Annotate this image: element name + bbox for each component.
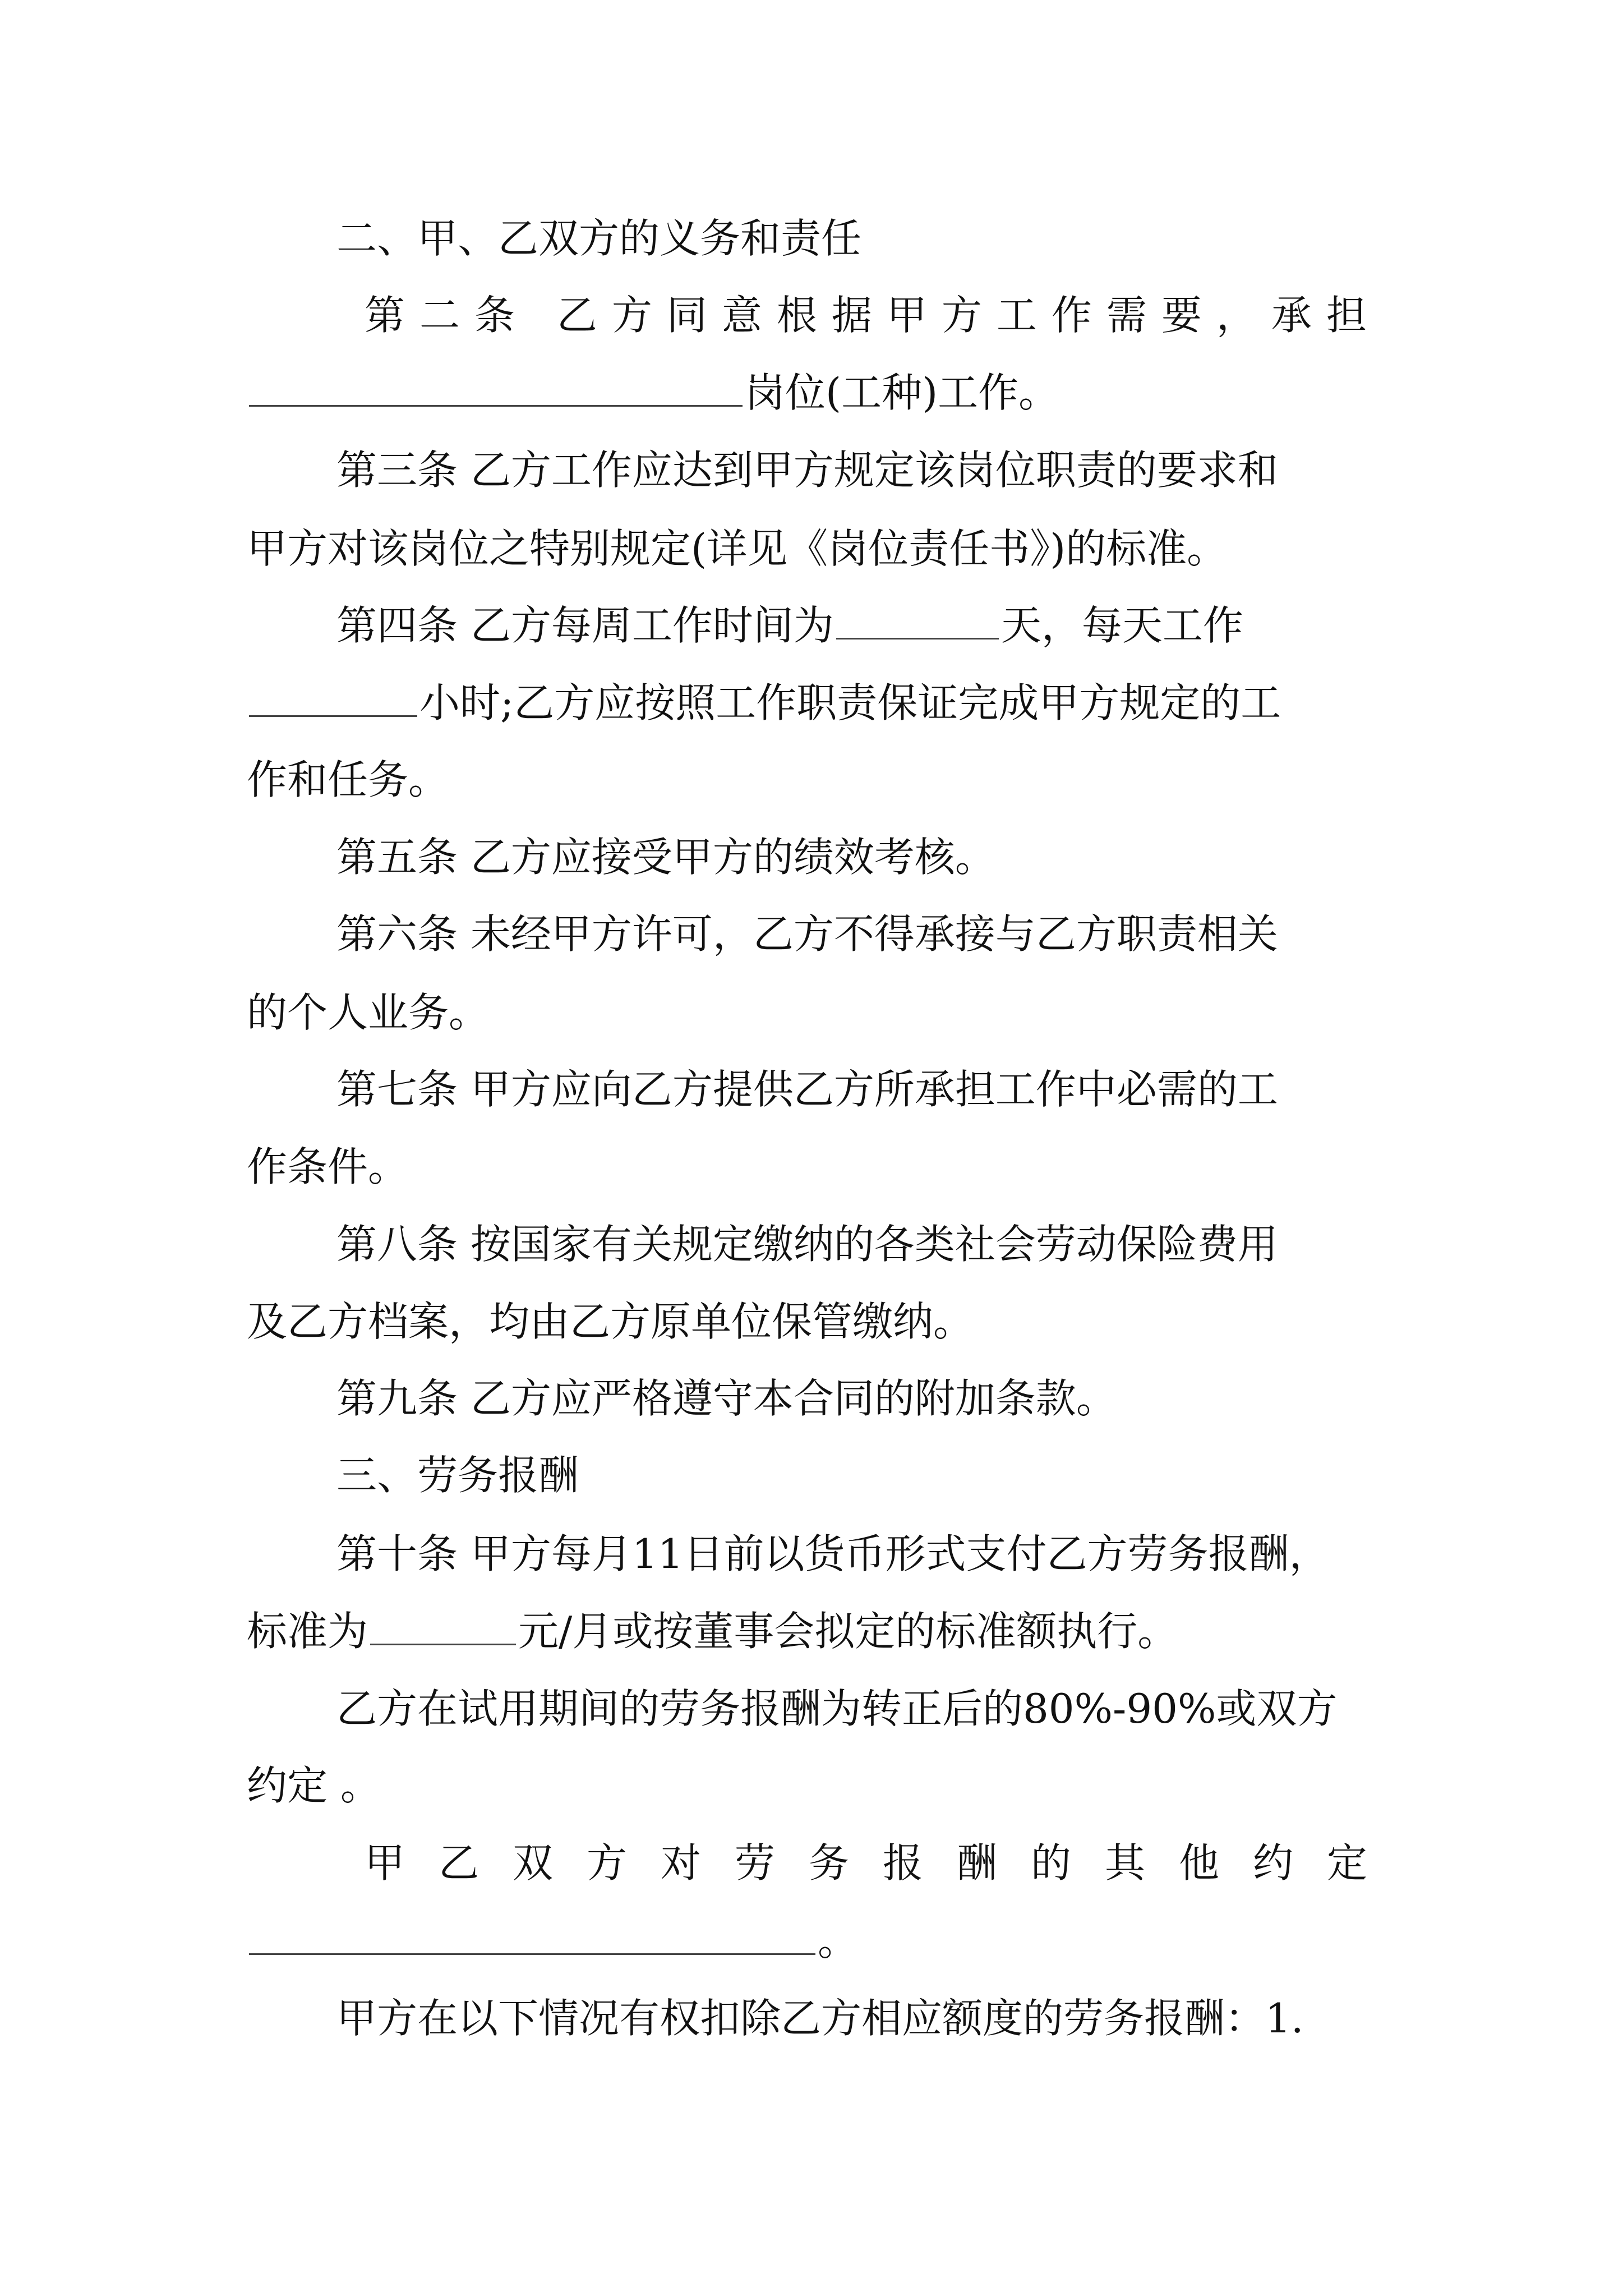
article-2-line-2	[247, 365, 1391, 421]
fill-blank-other	[249, 1914, 815, 1955]
article-3-line-1: 第三条 乙方工作应达到甲方规定该岗位职责的要求和	[336, 447, 1278, 494]
article-9: 第九条 乙方应严格遵守本合同的附加条款。	[336, 1375, 1117, 1422]
article-2-line-1	[336, 287, 1419, 343]
article-8-line-2: 及乙方档案，均由乙方原单位保管缴纳。	[247, 1298, 974, 1345]
article-10-line-1: 第十条 甲方每月11日前以货币形式支付乙方劳务报酬，	[336, 1530, 1330, 1577]
section-heading-3: 三、劳务报酬	[336, 1452, 579, 1499]
other-agreement-end: 。	[818, 1917, 859, 1964]
article-7-line-1: 第七条 甲方应向乙方提供乙方所承担工作中必需的工	[336, 1066, 1278, 1113]
article-4-line-3: 作和任务。	[247, 756, 449, 803]
section-heading-2: 二、甲、乙双方的义务和责任	[336, 215, 862, 262]
article-5: 第五条 乙方应接受甲方的绩效考核。	[336, 834, 995, 881]
article-2-text-cont: 岗位(工种)工作。	[745, 369, 1059, 416]
article-7-line-2: 作条件。	[247, 1143, 409, 1190]
article-4-text: 第四条 乙方每周工作时间为	[336, 602, 834, 649]
fill-blank-days	[836, 599, 999, 639]
fill-blank-hours	[249, 676, 417, 717]
article-10-text-b: 标准为	[247, 1608, 368, 1655]
article-10-line-2	[247, 1603, 1391, 1659]
article-4-line-2	[247, 675, 1391, 731]
article-4-text-b: 天，每天工作	[1000, 602, 1243, 649]
other-agreement-line-2	[247, 1913, 1391, 1969]
article-6-line-2: 的个人业务。	[247, 989, 490, 1036]
other-agreement-line-1	[336, 1835, 1419, 1891]
article-4-text-c: 小时;乙方应按照工作职责保证完成甲方规定的工	[419, 679, 1281, 726]
article-6-line-1: 第六条 未经甲方许可，乙方不得承接与乙方职责相关	[336, 910, 1278, 958]
probation-line-2: 约定 。	[247, 1762, 381, 1809]
article-4-line-1	[336, 597, 1391, 654]
article-8-line-1: 第八条 按国家有关规定缴纳的各类社会劳动保险费用	[336, 1221, 1278, 1268]
deduction-line-1: 甲方在以下情况有权扣除乙方相应额度的劳务报酬：1.	[336, 1995, 1304, 2042]
fill-blank-salary	[370, 1604, 516, 1645]
article-10-text-c: 元/月或按董事会拟定的标准额执行。	[518, 1608, 1178, 1655]
probation-line-1: 乙方在试用期间的劳务报酬为转正后的80%-90%或双方	[336, 1685, 1338, 1732]
article-2-text: 第二条 乙方同意根据甲方工作需要，承担	[365, 292, 1381, 339]
other-agreement-text: 甲乙双方对劳务报酬的其他约定	[365, 1839, 1401, 1887]
article-3-line-2: 甲方对该岗位之特别规定(详见《岗位责任书》)的标准。	[247, 525, 1228, 572]
fill-blank-post	[249, 366, 743, 407]
